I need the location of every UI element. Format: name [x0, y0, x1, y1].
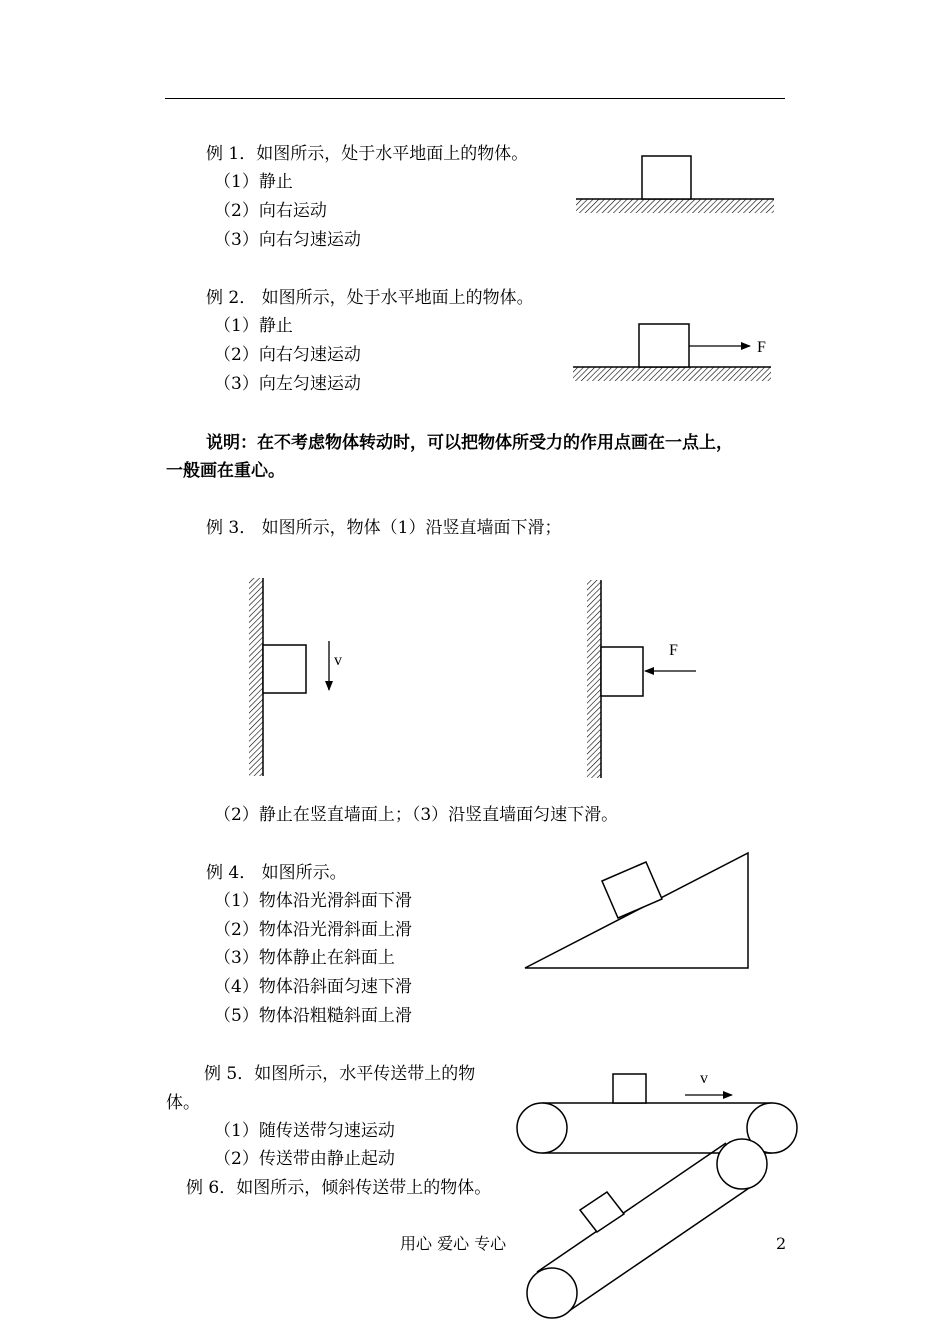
ex2-ground-hatch [573, 367, 771, 381]
ex3-title: 例 3． 如图所示，物体（1）沿竖直墙面下滑； [206, 518, 562, 538]
ex1-figure [576, 156, 774, 213]
ex6-block [580, 1192, 624, 1232]
ex5-block [613, 1074, 646, 1103]
ex2-item-3: （3）向左匀速运动 [214, 374, 361, 394]
ex3-caption: （2）静止在竖直墙面上；（3）沿竖直墙面匀速下滑。 [214, 805, 619, 825]
ex6-pulley-lower [527, 1268, 577, 1318]
page-number: 2 [776, 1234, 787, 1253]
ex4-block [602, 862, 662, 918]
note-line-2: 一般画在重心。 [166, 461, 285, 481]
ex6-title: 例 6．如图所示，倾斜传送带上的物体。 [186, 1178, 492, 1198]
ex1-item-3: （3）向右匀速运动 [214, 230, 361, 250]
ex6-pulley-upper [717, 1139, 767, 1189]
ex3-wall-right-hatch [587, 580, 601, 778]
ex5-velocity-label: v [700, 1070, 708, 1087]
ex2-block [639, 324, 689, 367]
ex5-item-2: （2）传送带由静止起动 [214, 1149, 395, 1169]
ex3-wall-left-hatch [249, 578, 263, 776]
ex3-block-right [601, 647, 643, 696]
ex5-title-line-1: 例 5．如图所示，水平传送带上的物 [204, 1064, 476, 1084]
ex4-figure [525, 853, 748, 968]
ex6-figure [527, 1139, 767, 1318]
ex5-pulley-left [517, 1103, 567, 1153]
ex3-block-left [263, 645, 306, 693]
ex6-belt-top [537, 1143, 726, 1272]
ex4-item-5: （5）物体沿粗糙斜面上滑 [214, 1006, 412, 1026]
ex2-force-label: F [757, 339, 766, 356]
ex3-figure-right [587, 580, 696, 778]
ex5-title-line-2: 体。 [166, 1093, 200, 1113]
ex1-item-2: （2）向右运动 [214, 201, 327, 221]
ex1-item-1: （1）静止 [214, 172, 293, 192]
ex1-ground-hatch [576, 199, 774, 213]
note-line-1: 说明：在不考虑物体转动时，可以把物体所受力的作用点画在一点上， [206, 433, 733, 453]
ex4-item-4: （4）物体沿斜面匀速下滑 [214, 977, 412, 997]
ex1-block [642, 156, 691, 199]
ex4-item-2: （2）物体沿光滑斜面上滑 [214, 920, 412, 940]
ex1-title: 例 1．如图所示，处于水平地面上的物体。 [206, 144, 529, 164]
ex2-title: 例 2． 如图所示，处于水平地面上的物体。 [206, 288, 534, 308]
ex5-figure [517, 1070, 797, 1153]
footer-motto: 用心 爱心 专心 [400, 1234, 507, 1253]
ex3-force-label: F [669, 642, 678, 659]
ex5-item-1: （1）随传送带匀速运动 [214, 1121, 395, 1141]
ex4-item-1: （1）物体沿光滑斜面下滑 [214, 891, 412, 911]
ex3-figure-left [249, 578, 342, 776]
ex2-item-1: （1）静止 [214, 316, 293, 336]
ex3-velocity-label: v [334, 652, 342, 669]
ex4-item-3: （3）物体静止在斜面上 [214, 948, 395, 968]
ex2-figure [573, 324, 771, 381]
ex2-item-2: （2）向右匀速运动 [214, 345, 361, 365]
ex4-title: 例 4． 如图所示。 [206, 863, 347, 883]
